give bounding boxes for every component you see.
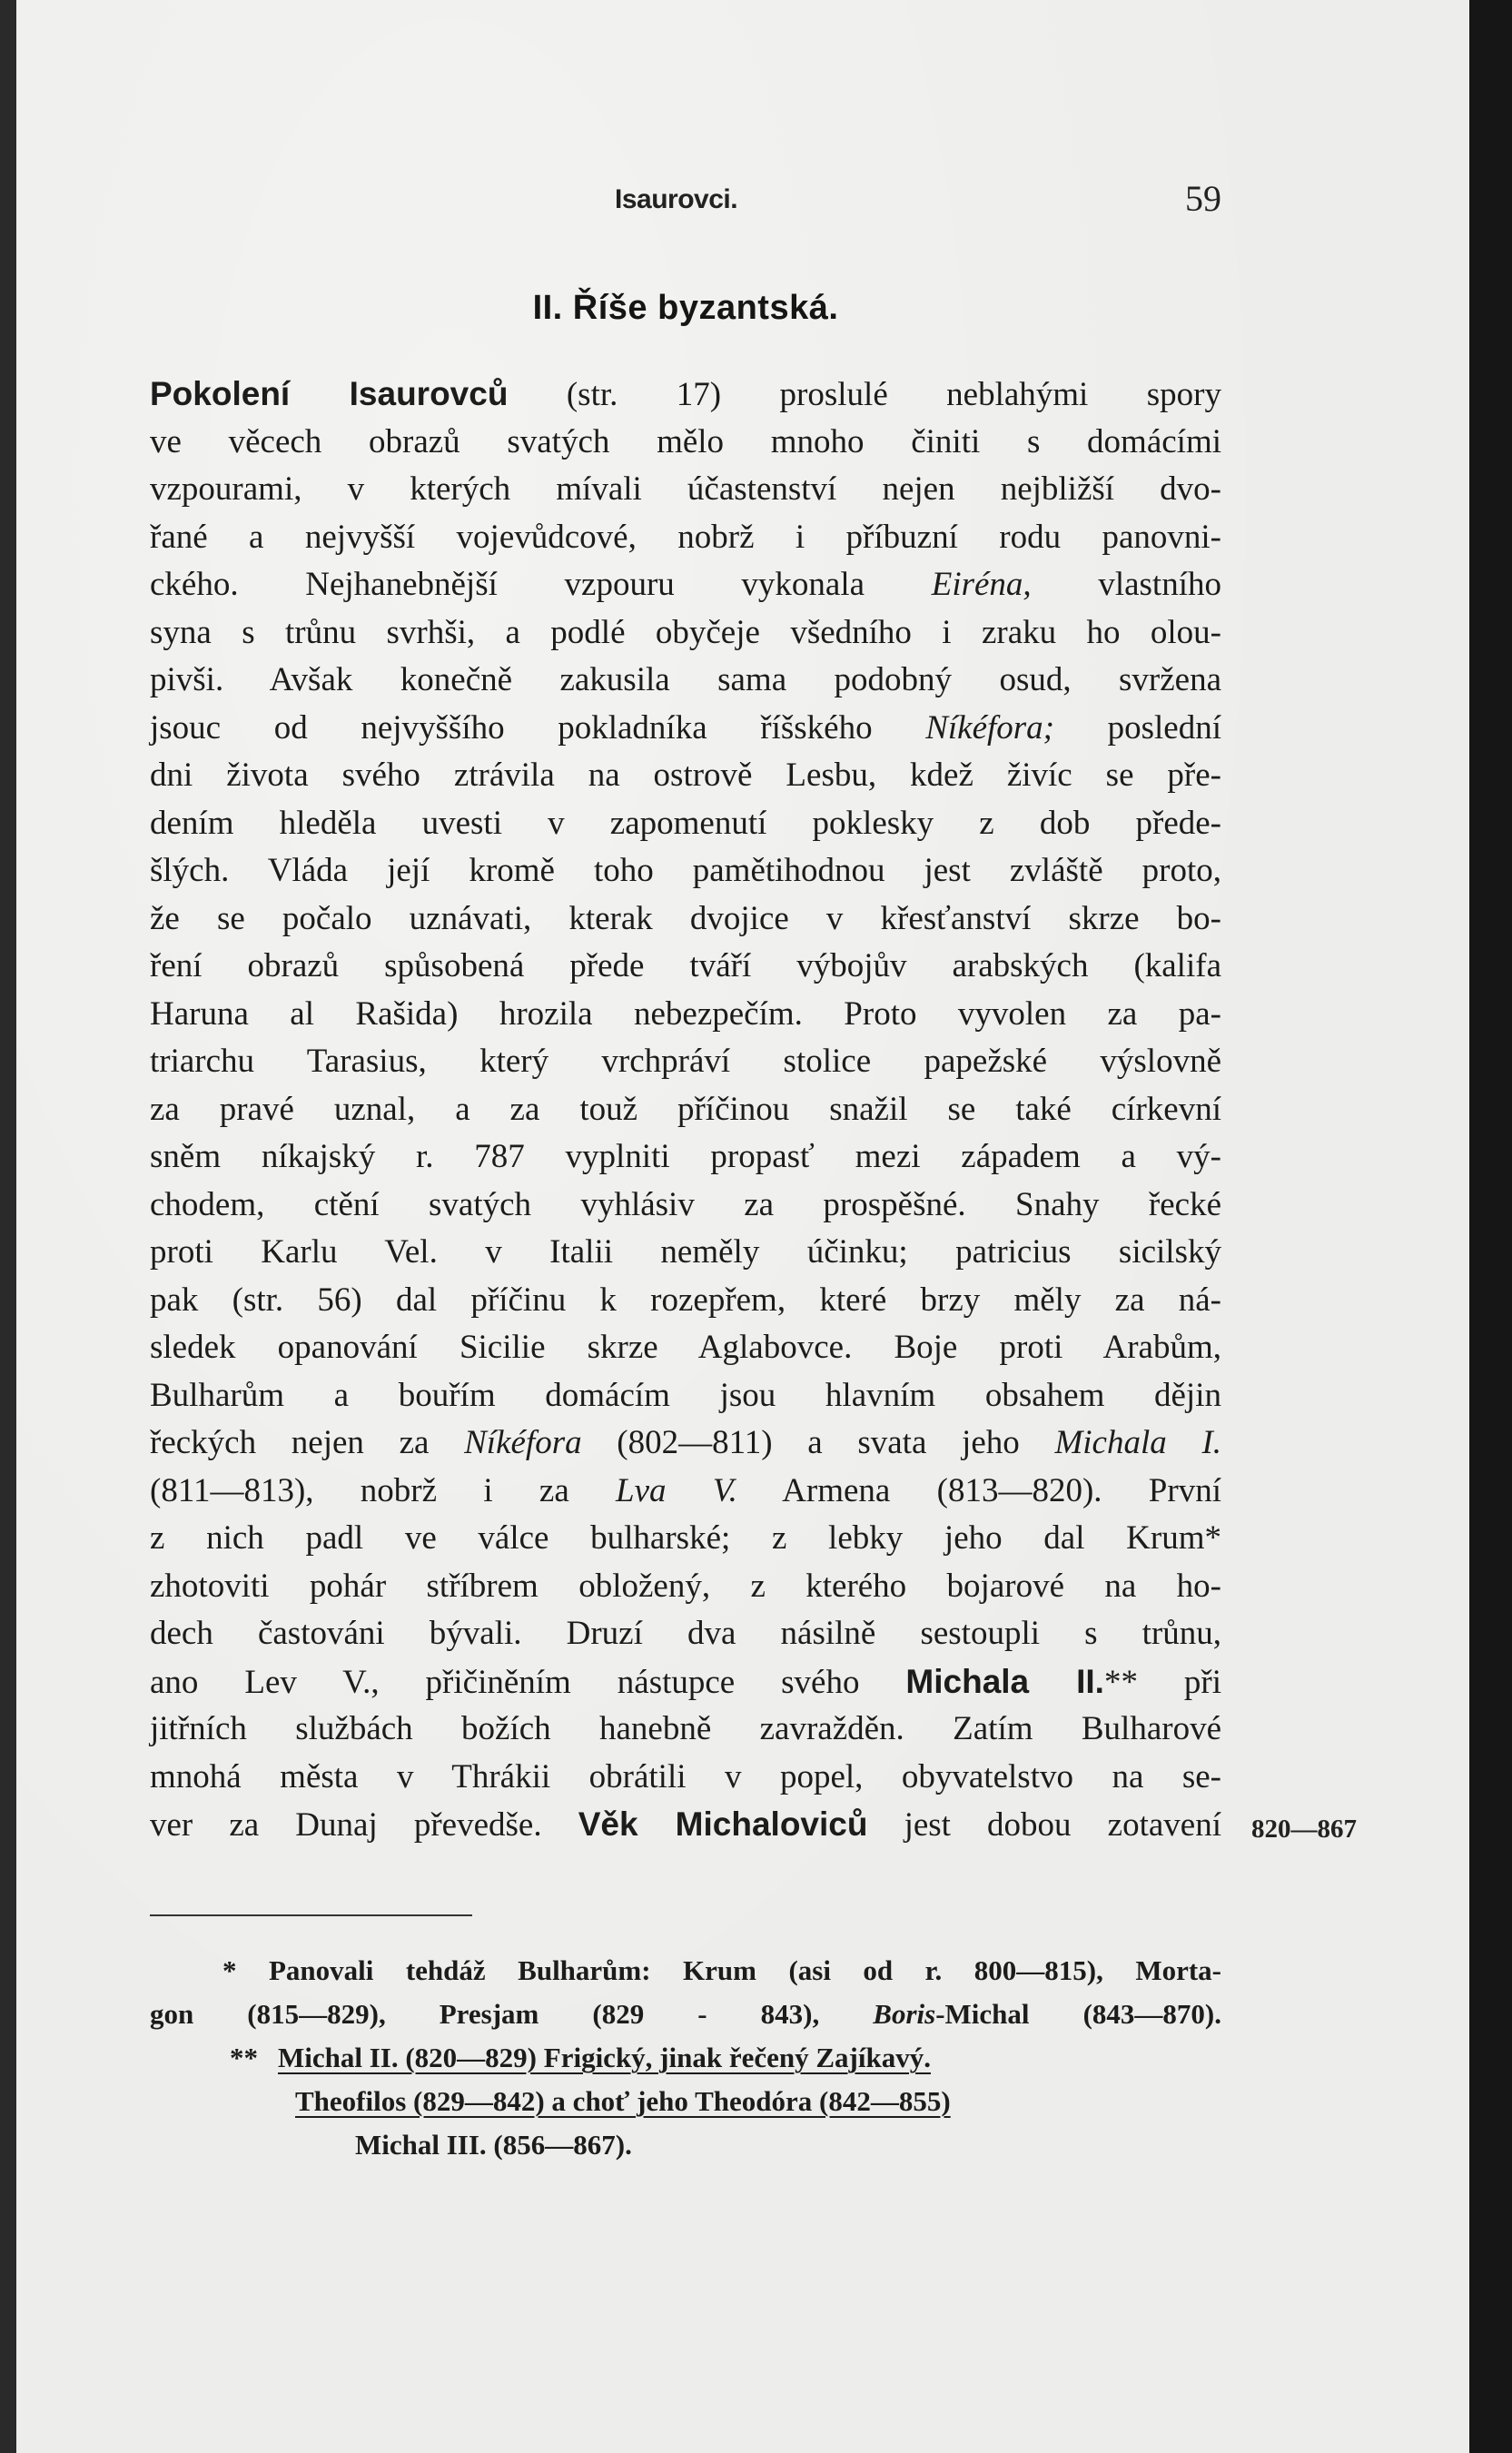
- section-heading: II. Říše byzantská.: [532, 289, 839, 327]
- text-line: ckého. Nejhanebnější vzpouru vykonala Eiréna, vlastního: [150, 566, 1221, 603]
- footnote-line: * Panovali tehdáž Bulharům: Krum (asi od r. 800—815), Morta-: [222, 1954, 1221, 1986]
- footnote-line: gon (815—829), Presjam (829 - 843), Boris-Michal (843—870).: [150, 1998, 1221, 2030]
- text-line: jsouc od nejvyššího pokladníka říšského Níkéfora; poslední: [150, 708, 1221, 747]
- page-header: [150, 177, 1221, 232]
- text-line: syna s trůnu svrhši, a podlé obyčeje všedního i zraku ho olou-: [150, 613, 1221, 651]
- text-line: Haruna al Rašida) hrozila nebezpečím. Proto vyvolen za pa-: [150, 994, 1221, 1033]
- text-line: ano Lev V., přičiněním nástupce svého Michala II.** při: [150, 1662, 1221, 1701]
- text-line: ření obrazů spůsobená přede tváří výbojův arabských (kalifa: [150, 947, 1221, 984]
- footnote-marker: **: [230, 2042, 258, 2073]
- running-head: Isaurovci.: [615, 184, 738, 214]
- text-line: ver za Dunaj převedše. Věk Michaloviců jest dobou zotavení: [150, 1805, 1221, 1844]
- text-line: z nich padl ve válce bulharské; z lebky jeho dal Krum*: [150, 1519, 1221, 1557]
- footnote-line: ** Michal II. (820—829) Frigický, jinak řečený Zajíkavý.: [230, 2042, 931, 2073]
- text-line: Pokolení Isaurovců (str. 17) proslulé neblahými spory: [150, 375, 1221, 413]
- text-line: za pravé uznal, a za touž příčinou snažil se také církevní: [150, 1090, 1221, 1128]
- text-line: pak (str. 56) dal příčinu k rozepřem, které brzy měly za ná-: [150, 1281, 1221, 1319]
- text-line: zhotoviti pohár stříbrem obložený, z kterého bojarové na ho-: [150, 1567, 1221, 1605]
- footnotes: [150, 1949, 1221, 2167]
- footnote-line: Michal III. (856—867).: [355, 2129, 632, 2161]
- text-line: šlých. Vláda její kromě toho pamětihodnou jest zvláště proto,: [150, 852, 1221, 889]
- text-line: dech častováni bývali. Druzí dva násilně sestoupli s trůnu,: [150, 1615, 1221, 1652]
- text-line: chodem, ctění svatých vyhlásiv za prospěšné. Snahy řecké: [150, 1185, 1221, 1223]
- footnote-line: Theofilos (829—842) a choť jeho Theodóra (842—855): [295, 2085, 951, 2117]
- text-line: sledek opanování Sicilie skrze Aglabovce. Boje proti Arabům,: [150, 1329, 1221, 1366]
- text-line: proti Karlu Vel. v Italii neměly účinku; patricius sicilský: [150, 1233, 1221, 1271]
- body-text: [150, 371, 1221, 1849]
- footnote-rule: [150, 1914, 472, 1916]
- text-line: mnohá města v Thrákii obrátili v popel, obyvatelstvo na se-: [150, 1757, 1221, 1795]
- text-line: řeckých nejen za Níkéfora (802—811) a svata jeho Michala I.: [150, 1424, 1222, 1461]
- page-number: 59: [1185, 178, 1221, 219]
- scan-right-edge: [1469, 0, 1512, 2453]
- scan-left-edge: [0, 0, 16, 2453]
- text-line: jitřních službách božích hanebně zavražděn. Zatím Bulharové: [150, 1710, 1221, 1747]
- text-line: že se počalo uznávati, kterak dvojice v křesťanství skrze bo-: [150, 899, 1221, 937]
- text-line: triarchu Tarasius, který vrchpráví stolice papežské výslovně: [150, 1043, 1221, 1080]
- text-line: sněm níkajský r. 787 vyplniti propasť mezi západem a vý-: [150, 1138, 1221, 1175]
- text-line: vzpourami, v kterých mívali účastenství nejen nejbližší dvo-: [150, 470, 1221, 508]
- text-line: ve věcech obrazů svatých mělo mnoho činiti s domácími: [150, 422, 1221, 460]
- text-line: (811—813), nobrž i za Lva V. Armena (813—820). První: [150, 1471, 1221, 1509]
- text-line: dni života svého ztrávila na ostrově Lesbu, kdež živíc se pře-: [150, 757, 1221, 794]
- margin-date-note: 820—867: [1251, 1815, 1357, 1844]
- text-line: Bulharům a bouřím domácím jsou hlavním obsahem dějin: [150, 1376, 1221, 1414]
- text-line: pivši. Avšak konečně zakusila sama podobný osud, svržena: [150, 661, 1221, 698]
- text-line: dením hleděla uvesti v zapomenutí poklesky z dob přede-: [150, 804, 1221, 842]
- text-line: řané a nejvyšší vojevůdcové, nobrž i příbuzní rodu panovni-: [150, 518, 1221, 556]
